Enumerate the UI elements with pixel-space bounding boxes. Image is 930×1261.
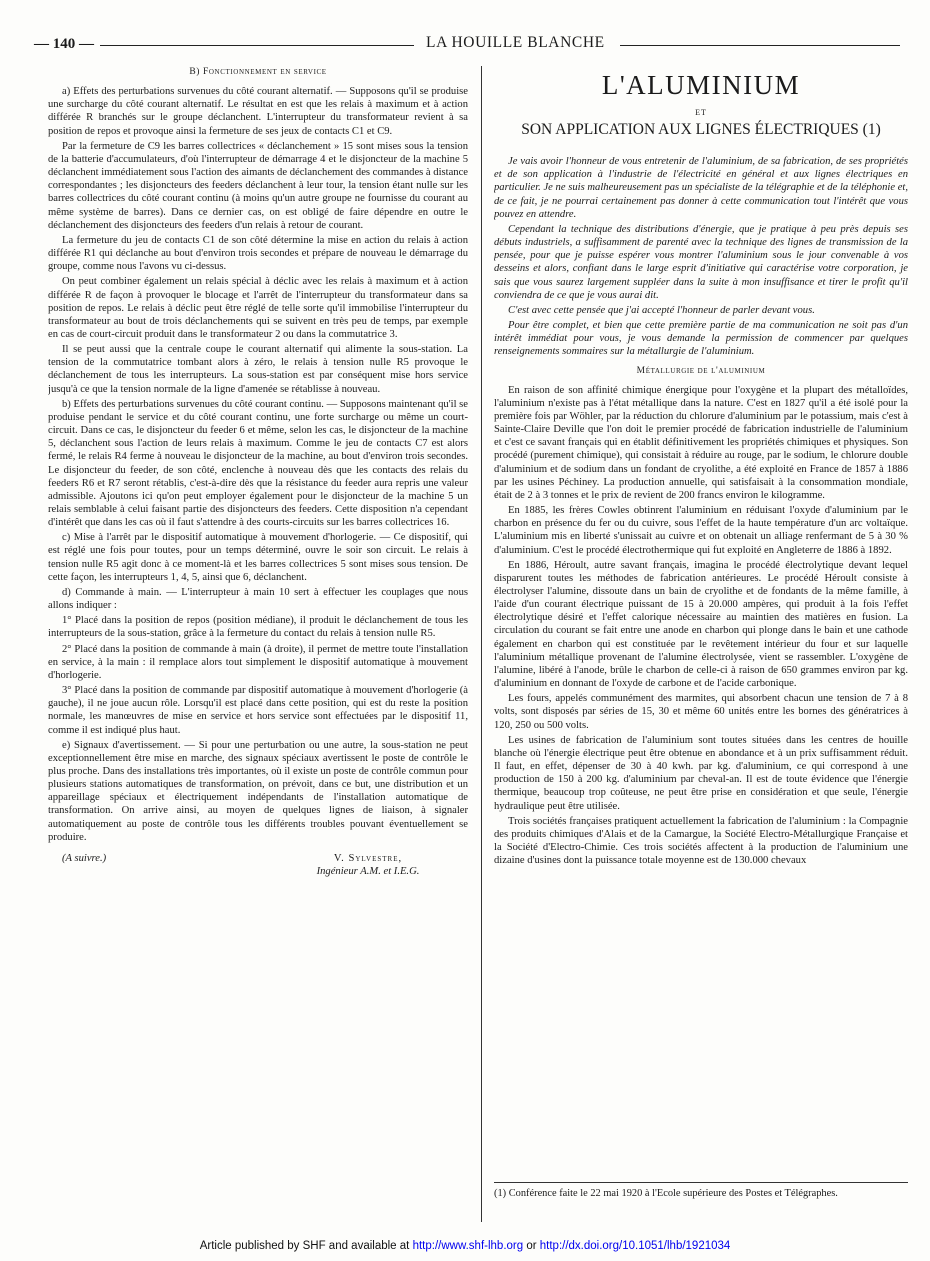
- to-follow-note: (A suivre.): [62, 852, 107, 864]
- intro-paragraph: Je vais avoir l'honneur de vous entretenir de l'aluminium, de sa fabrication, de ses propriétés et de son application à l'industrie de l'électricité en général et aux lignes électriques en particulier. Je ne suis malheureusement pas un spécialiste de la télégraphie et de la téléphonie et, de ce fait, je ne pourrai certainement pas donner à cette communication tout l'intérêt que vous pouvez en attendre.: [494, 156, 908, 220]
- article-title-conjunction: ET: [695, 108, 707, 117]
- section-heading-fonctionnement: B) Fonctionnement en service: [189, 67, 327, 77]
- intro-paragraph: Pour être complet, et bien que cette première partie de ma communication ne soit pas d'un intérêt immédiat pour vous, je vous demande la permission de commencer par quelques renseignements sommaires sur la métallurgie de l'aluminium.: [494, 320, 908, 358]
- author-role: Ingénieur A.M. et I.E.G.: [316, 866, 420, 878]
- column-divider: [481, 66, 482, 1222]
- paragraph: 3° Placé dans la position de commande par dispositif automatique à mouvement d'horlogerie (à gauche), il ne joue aucun rôle. Lorsqu'il est placé dans cette position, qui est du reste la position normale, les manœuvres de mise en service et hors service sont effectuées par le dispositif 11, comme il est indiqué plus haut.: [48, 685, 468, 736]
- paragraph: 2° Placé dans la position de commande à main (à droite), il permet de mettre toute l'installation en service, à la main : il remplace alors tout simplement le dispositif automatique à mouvement d'horlogerie.: [48, 643, 468, 681]
- paragraph: Les usines de fabrication de l'aluminium sont toutes situées dans les centres de houille blanche où l'énergie électrique peut être obtenue en abondance et à un prix suffisamment réduit. Il faut, en effet, dépenser de 30 à 40 kwh. par kg. d'aluminium, ce qui correspond à une production de 150 à 200 kg. d'aluminium par cheval-an. Il est de toute évidence que l'énergie thermique, beaucoup trop coûteuse, ne peut être prise en considération et que seule, l'énergie hydraulique peut être utilisée.: [494, 734, 908, 812]
- paragraph: Il se peut aussi que la centrale coupe le courant alternatif qui alimente la sous-station. La tension de la commutatrice tombant alors à zéro, le relais à tension nulle R5 provoque le déclanchement de tous les interrupteurs. La sous-station est par conséquent mise hors service jusqu'à ce que la tension normale de la ligne d'amenée se rétablisse à nouveau.: [48, 344, 468, 395]
- journal-title: LA HOUILLE BLANCHE: [420, 34, 611, 52]
- header-rule-right: [620, 45, 900, 46]
- shf-link[interactable]: http://www.shf-lhb.org: [412, 1240, 524, 1252]
- paragraph: Trois sociétés françaises pratiquent actuellement la fabrication de l'aluminium : la Compagnie des produits chimiques d'Alais et de la Camargue, la Société Electro-Métallurgique Française et la Société d'Electro-Chimie. Ces trois sociétés affectent à la production de l'aluminium une dizaine d'usines dont la puissance totale moyenne est de 130.000 chevaux: [494, 815, 908, 867]
- paragraph: a) Effets des perturbations survenues du côté courant alternatif. — Supposons qu'il se produise une surcharge du côté courant alternatif. Le résultat en est que les relais à maximum et à action différée R branchés sur le groupe déclanchent. L'interrupteur du transformateur revient à sa position de repos et provoque ainsi la fermeture de ses jeux de contacts C1 et C9.: [48, 86, 468, 137]
- paragraph: La fermeture du jeu de contacts C1 de son côté détermine la mise en action du relais à action différée R1 qui déclanche au bout d'environ trois secondes et prépare de nouveau le démarrage du groupe, comme nous l'avons vu ci-dessus.: [48, 234, 468, 273]
- paragraph: d) Commande à main. — L'interrupteur à main 10 sert à effectuer les couplages que nous allons indiquer :: [48, 586, 468, 612]
- paragraph: En 1886, Héroult, autre savant français, imagina le procédé électrolytique devant lequel disparurent toutes les méthodes de fabrication antérieures. Le procédé Héroult consiste à électrolyser l'alumine, dissoute dans un bain de cryolithe et de fondants de la même famille, à l'aide d'un courant électrique puissant de 15 à 20.000 ampères, qui produit à la fois l'effet électrolytique désiré et l'effet calorique nécessaire au maintien des matières en fusion. La circulation du courant se fait entre une anode en charbon qui plonge dans le bain et une cathode également en charbon qui est constituée par le revêtement intérieur du four et sur laquelle l'aluminium métallique provenant de l'alumine électrolysée, vient se rassembler. L'oxygène de l'alumine, libéré à l'anode, brûle le charbon de celle-ci à raison de 650 grammes environ par kg. d'aluminium en donnant de l'oxyde de carbone et de l'acide carbonique.: [494, 559, 908, 690]
- footer-prefix: Article published by SHF and available at: [199, 1240, 413, 1252]
- footer-or: or: [523, 1240, 540, 1252]
- paragraph: On peut combiner également un relais spécial à déclic avec les relais à maximum et à action différée R de façon à provoquer le blocage et l'arrêt de l'interrupteur du transformateur dans sa position de repos. Le relais à déclic peut être réglé de telle sorte qu'il immobilise l'interrupteur du transformateur au bout de trois déclanchements qui se suivent en très peu de temps, par exemple en cas de court-circuit produit dans le transformateur 2 ou dans la commutatrice 3.: [48, 276, 468, 340]
- left-column: [48, 66, 468, 1221]
- page-number: — 140 —: [34, 36, 100, 53]
- paragraph: En raison de son affinité chimique énergique pour l'oxygène et la plupart des métalloïdes, l'aluminium n'existe pas à l'état métallique dans la nature. C'est en 1827 qu'il a été isolé pour la première fois par Wöhler, par la réduction du chlorure d'aluminium par le potassium, mais c'est à Sainte-Claire Deville que l'on doit le premier procédé de fabrication industrielle de l'aluminium et c'est ce savant français qui en établit définitivement les propriétés chimiques et physiques. Son procédé (purement chimique), qui consistait à réduire au rouge, par le sodium, le chlorure double d'aluminium et de sodium dans un fondant de cryolithe, a été exploité en France de 1857 à 1886 par les usines Péchiney. La production annuelle, qui satisfaisait à la consommation mondiale, était de 2 à 3 tonnes et le prix de revient de 200 francs environ le kilogramme.: [494, 384, 908, 501]
- article-introduction: [494, 155, 908, 358]
- section-heading-metallurgie: Métallurgie de l'aluminium: [636, 365, 766, 376]
- page-header: [34, 34, 900, 58]
- paragraph: Par la fermeture de C9 les barres collectrices « déclanchement » 15 sont mises sous la tension de la batterie d'accumulateurs, d'où l'interrupteur de démarrage 4 et le disjoncteur de la machine 5 déclanchent immédiatement sous l'action des aimants de déclanchement des commandes à distance correspondantes ; les disjoncteurs des feeders déclanchent à leur tour, la tension étant nulle sur les barres collectrices du côté courant continu (à moins qu'un autre groupe ne fournisse du courant au même système de barres). Dans ce dernier cas, on est obligé de faire dépendre en outre le déclanchement des disjoncteurs des feeders d'un relais à retour de courant.: [48, 140, 468, 231]
- paragraph: c) Mise à l'arrêt par le dispositif automatique à mouvement d'horlogerie. — Ce dispositif, qui est réglé une fois pour toutes, pour un temps déterminé, ouvre le soir son circuit. Le relais à tension nulle R5 agit donc à ce moment-là et les barres collectrices 5 sont mises sous tension. De cette façon, les interrupteurs 1, 4, 5, ainsi que 6, déclanchent.: [48, 532, 468, 583]
- intro-paragraph: C'est avec cette pensée que j'ai accepté l'honneur de parler devant vous.: [508, 304, 815, 316]
- paragraph: En 1885, les frères Cowles obtinrent l'aluminium en réduisant l'oxyde d'aluminium par le charbon en présence du fer ou du cuivre, sous l'effet de la haute température d'un arc voltaïque. L'aluminium mis en liberté s'unissait au cuivre et on obtenait un alliage renfermant de 5 à 30 % d'aluminium. C'est le procédé électrothermique qui fut exploité en Angleterre de 1886 à 1892.: [494, 505, 908, 556]
- article-subtitle: SON APPLICATION AUX LIGNES ÉLECTRIQUES (1): [521, 121, 881, 139]
- intro-paragraph: Cependant la technique des distributions d'énergie, que je pratique à peu près depuis ses débuts industriels, a suffisamment de parenté avec la technique des lignes de transmission de la pensée, pour que je puisse espérer vous montrer l'aluminium sous le jour convenable à vos desseins et alors, confiant dans le large esprit d'initiative qui caractérise votre corporation, je sais que vous saurez largement suppléer dans la suite à mon insuffisance et tirer le profit qu'il conviendra de ce que je vous aurai dit.: [494, 223, 908, 301]
- paragraph: 1° Placé dans la position de repos (position médiane), il produit le déclanchement de tous les interrupteurs de la sous-station, grâce à la fermeture du contact du relais à tension nulle R5.: [48, 615, 468, 640]
- footnote: (1) Conférence faite le 22 mai 1920 à l'Ecole supérieure des Postes et Télégraphes.: [494, 1182, 908, 1200]
- signature-block: [48, 850, 468, 880]
- paragraph: e) Signaux d'avertissement. — Si pour une perturbation ou une autre, la sous-station ne peut exceptionnellement être mise en marche, des signaux spéciaux avertissent le poste de contrôle le plus proche. Dans des installations très importantes, où il existe un poste de contrôle commun pour plusieurs stations automatiques de transformation, on prévoit, dans ce but, une distribution et un appareillage spéciaux et électriquement indépendants de l'installation automatique de transformation. On arrive ainsi, au moyen de quelques lignes de liaison, à signaler automatiquement au poste de contrôle tous les différents troubles pouvant éventuellement se produire.: [48, 739, 468, 843]
- publication-footer: [0, 1240, 930, 1252]
- right-column: [494, 66, 908, 1221]
- paragraph: b) Effets des perturbations survenues du côté courant continu. — Supposons maintenant qu'il se produise pendant le service et du côté courant continu, une forte surcharge ou même un court-circuit. Dans ce cas, le disjoncteur du feeder 6 et même, selon les cas, le disjoncteur de la machine 5, déclanchent sous l'action de leurs relais à maximum. Comme le jeu de contacts C7 est alors fermé, le relais R4 ferme à nouveau le disjoncteur de la machine, au bout d'environ trois secondes. Le disjoncteur du feeder, de son côté, enclenche à nouveau dès que les contacts des relais du feeders R6 et R7 seront rétablis, c'est-à-dire dès que la résistance du feeder aura repris une valeur admissible. Ajoutons ici qu'on peut employer également pour le disjoncteur de la machine 5 un relais semblable à celui faisant partie des disjoncteurs des feeders. Cette disposition n'a cependant d'intérêt que dans les cas où il faut s'attendre à des courts-circuits sur les barres collectrices 16.: [48, 398, 468, 529]
- doi-link[interactable]: http://dx.doi.org/10.1051/lhb/1921034: [539, 1240, 731, 1252]
- author-name: V. Sylvestre,: [333, 852, 403, 864]
- article-title: L'ALUMINIUM: [601, 70, 801, 100]
- author-block: [268, 852, 468, 878]
- paragraph: Les fours, appelés communément des marmites, qui absorbent chacun une tension de 7 à 8 volts, sont disposés par séries de 15, 30 et même 60 unités entre les bornes des génératrices à 120, 250 ou 500 volts.: [494, 693, 908, 731]
